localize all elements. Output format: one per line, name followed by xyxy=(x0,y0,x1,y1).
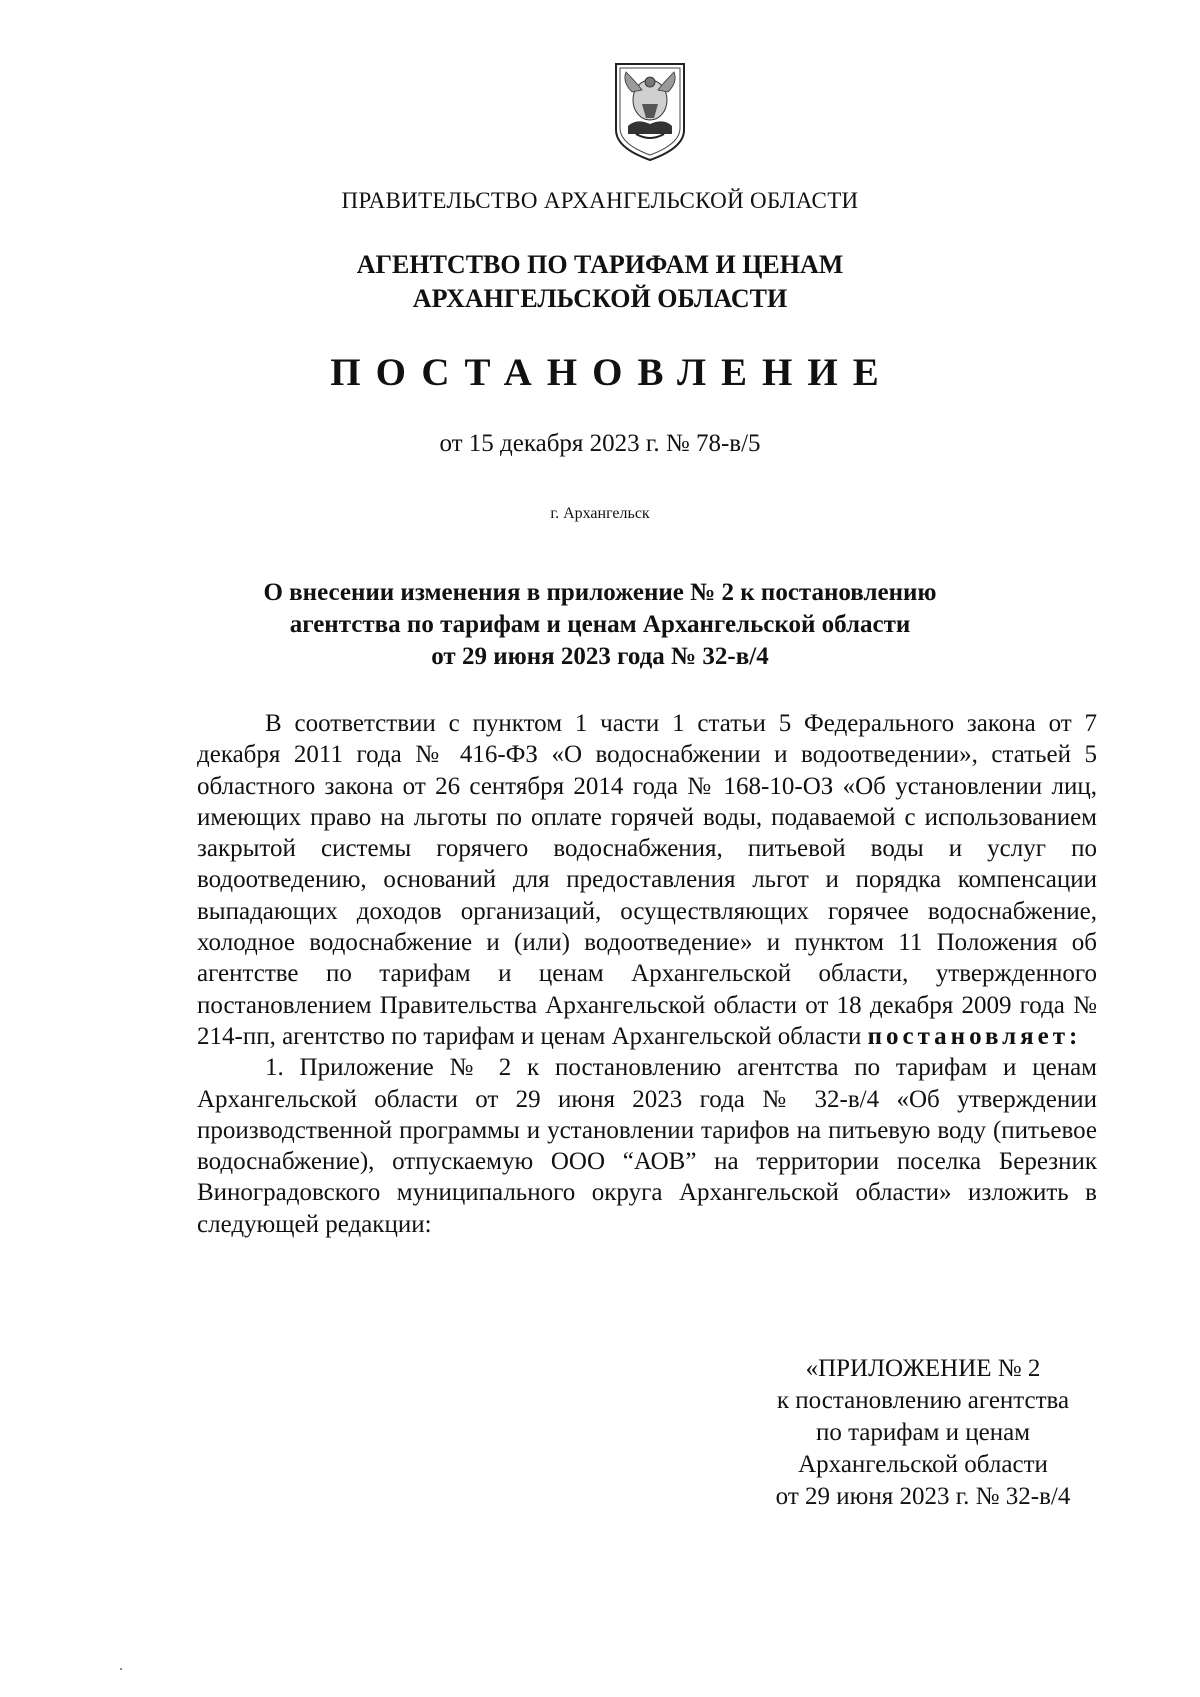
appendix-line2: к постановлению агентства xyxy=(776,1387,1070,1414)
decree-title: ПОСТАНОВЛЕНИЕ xyxy=(330,351,894,394)
decree-date-number: от 15 декабря 2023 г. № 78-в/5 xyxy=(439,430,761,457)
body-paragraph-1 xyxy=(197,708,1097,1052)
decree-city: г. Архангельск xyxy=(550,505,650,522)
agency-name-line2: АРХАНГЕЛЬСКОЙ ОБЛАСТИ xyxy=(412,284,788,313)
agency-name-line1: АГЕНТСТВО ПО ТАРИФАМ И ЦЕНАМ xyxy=(356,250,844,279)
appendix-line3: по тарифам и ценам xyxy=(815,1419,1031,1446)
decision-word: постановляет: xyxy=(867,1022,1082,1050)
body-paragraph-1-text: В соответствии с пунктом 1 части 1 статьи 5 Федерального закона от 7 декабря 2011 года № 416-ФЗ «О водоснабжении и водоотведении», статьей 5 областного закона от 26 сентября 2014 года № 168-10-ОЗ «Об установлении лиц, имеющих право на льготы по оплате горячей воды, подаваемой с использованием закрытой системы горячего водоснабжения, питьевой воды и услуг по водоотведению, оснований для предоставления льгот и порядка компенсации выпадающих доходов организаций, осуществляющих горячее водоснабжение, холодное водоснабжение и (или) водоотведение» и пунктом 11 Положения об агентстве по тарифам и ценам Архангельской области, утвержденного постановлением Правительства Архангельской области от 18 декабря 2009 года № 214-пп, агентство по тарифам и ценам Архангельской области xyxy=(197,710,1097,1050)
agency-name xyxy=(0,248,1200,316)
appendix-line1: «ПРИЛОЖЕНИЕ № 2 xyxy=(805,1355,1041,1382)
scan-speck xyxy=(120,1668,122,1670)
coat-of-arms-icon xyxy=(612,60,688,162)
subject-line2: агентства по тарифам и ценам Архангельской области xyxy=(289,611,911,638)
appendix-line5: от 29 июня 2023 г. № 32-в/4 xyxy=(775,1483,1071,1510)
body-paragraph-2: 1. Приложение № 2 к постановлению агентства по тарифам и ценам Архангельской области от 29 июня 2023 года № 32-в/4 «Об утверждении производственной программы и установлении тарифов на питьевую воду (питьевое водоснабжение), отпускаемую ООО “АОВ” на территории поселка Березник Виноградовского муниципального округа Архангельской области» изложить в следующей редакции: xyxy=(197,1054,1097,1238)
appendix-line4: Архангельской области xyxy=(798,1451,1048,1478)
appendix-header xyxy=(738,1353,1108,1513)
decree-subject xyxy=(0,577,1200,673)
decree-body xyxy=(197,708,1097,1240)
subject-line3: от 29 июня 2023 года № 32-в/4 xyxy=(431,643,769,670)
government-name: ПРАВИТЕЛЬСТВО АРХАНГЕЛЬСКОЙ ОБЛАСТИ xyxy=(341,188,859,213)
subject-line1: О внесении изменения в приложение № 2 к постановлению xyxy=(263,579,937,606)
